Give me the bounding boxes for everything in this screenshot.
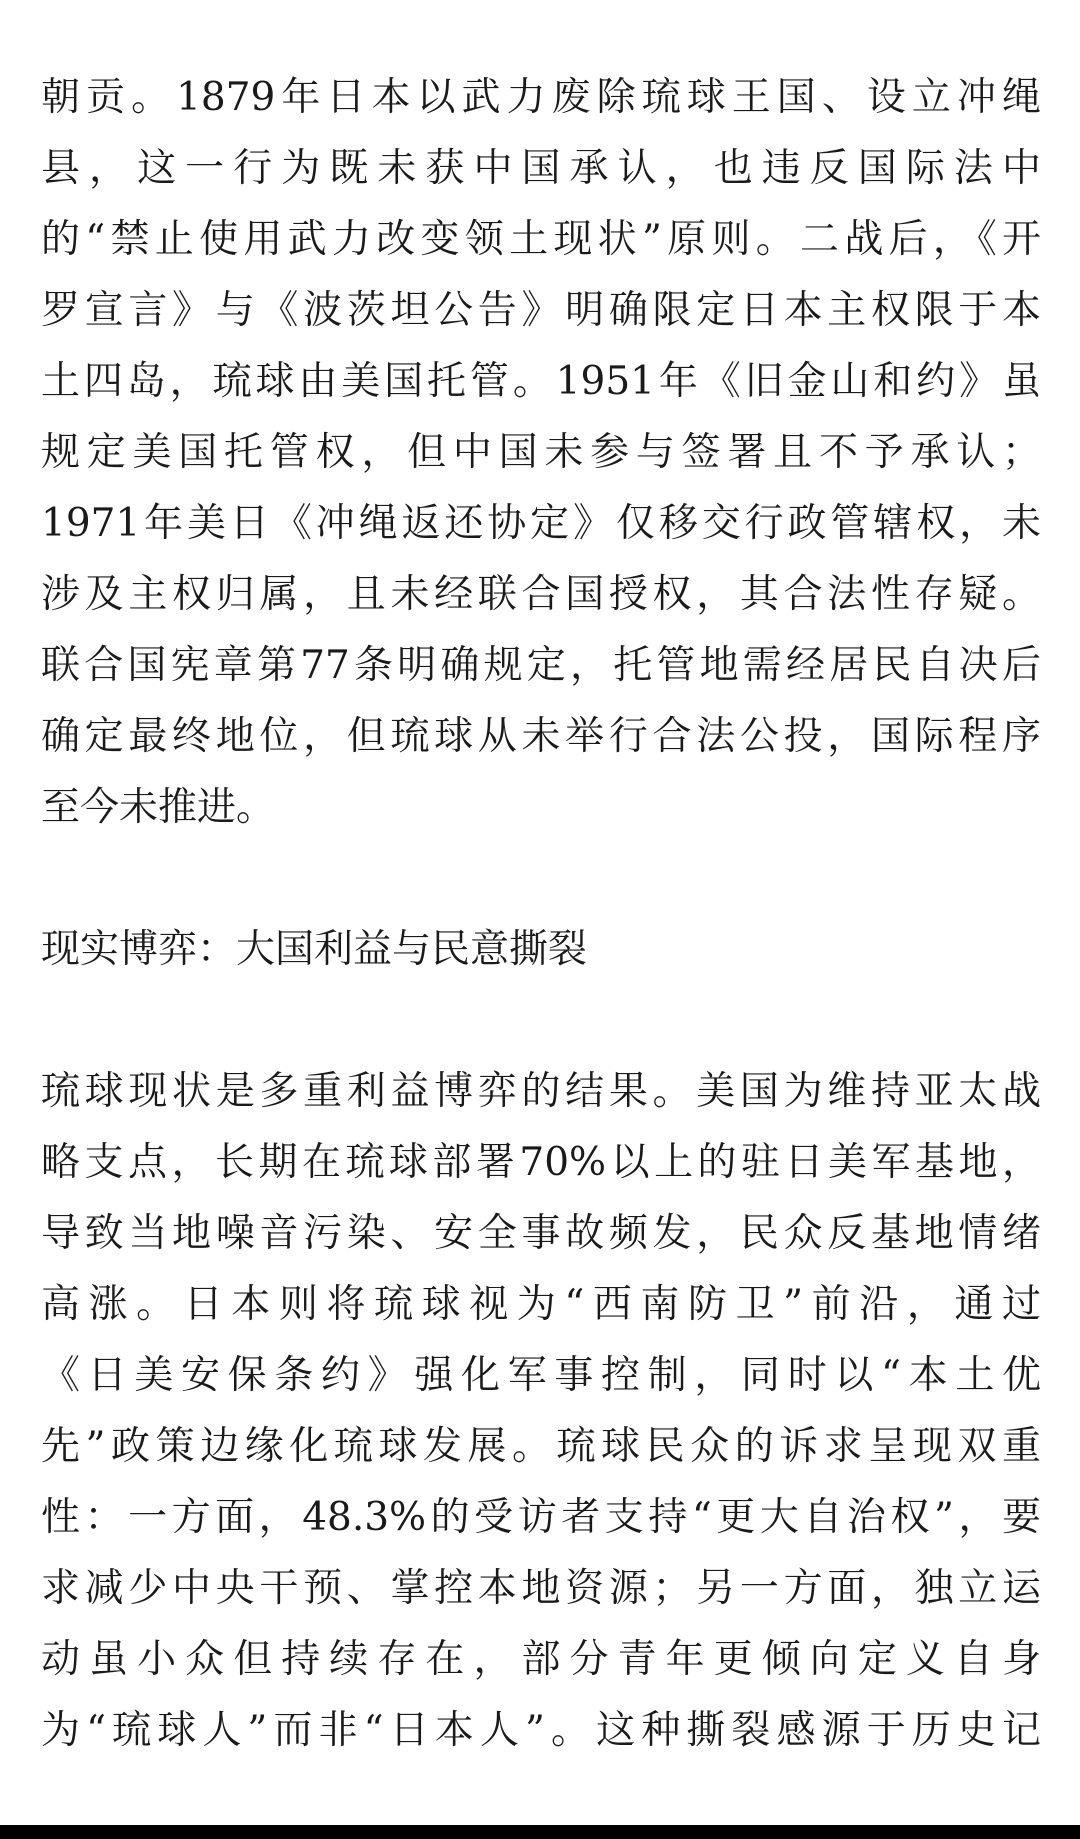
text-line: 确定最终地位，但琉球从未举行合法公投，国际程序 [41, 714, 1041, 759]
article-body [41, 62, 1041, 1766]
paragraph-reality [41, 1056, 1041, 1766]
text-line: 动虽小众但持续存在，部分青年更倾向定义自身 [41, 1637, 1041, 1682]
text-line: 先”政策边缘化琉球发展。琉球民众的诉求呈现双重 [41, 1424, 1041, 1469]
text-line: 联合国宪章第77条明确规定，托管地需经居民自决后 [41, 643, 1041, 688]
text-line: 至今未推进。 [41, 785, 276, 830]
text-line: 导致当地噪音污染、安全事故频发，民众反基地情绪 [41, 1211, 1041, 1256]
text-line: 高涨。日本则将琉球视为“西南防卫”前沿，通过 [41, 1282, 1041, 1327]
text-line: 《日美安保条约》强化军事控制，同时以“本土优 [41, 1353, 1041, 1398]
section-heading: 现实博弈：大国利益与民意撕裂 [41, 927, 588, 972]
text-line: 性：一方面，48.3%的受访者支持“更大自治权”，要 [41, 1495, 1041, 1540]
paragraph-history [41, 62, 1041, 843]
text-line: 县，这一行为既未获中国承认，也违反国际法中 [41, 146, 1041, 191]
text-line: 涉及主权归属，且未经联合国授权，其合法性存疑。 [41, 572, 1041, 617]
text-line: 为“琉球人”而非“日本人”。这种撕裂感源于历史记 [41, 1708, 1041, 1753]
text-line: 略支点，长期在琉球部署70%以上的驻日美军基地， [41, 1140, 1041, 1185]
paragraph-spacer [41, 843, 1041, 914]
text-line: 规定美国托管权，但中国未参与签署且不予承认； [41, 430, 1041, 475]
text-line: 1971年美日《冲绳返还协定》仅移交行政管辖权，未 [41, 501, 1041, 546]
text-line: 罗宣言》与《波茨坦公告》明确限定日本主权限于本 [41, 288, 1041, 333]
text-line: 求减少中央干预、掌控本地资源；另一方面，独立运 [41, 1566, 1041, 1611]
paragraph-spacer [41, 985, 1041, 1056]
text-line: 琉球现状是多重利益博弈的结果。美国为维持亚太战 [41, 1069, 1041, 1114]
text-line: 朝贡。1879年日本以武力废除琉球王国、设立冲绳 [41, 75, 1041, 120]
text-line: 土四岛，琉球由美国托管。1951年《旧金山和约》虽 [41, 359, 1041, 404]
text-line: 的“禁止使用武力改变领土现状”原则。二战后，《开 [41, 217, 1041, 262]
bottom-bar [0, 1825, 1080, 1839]
